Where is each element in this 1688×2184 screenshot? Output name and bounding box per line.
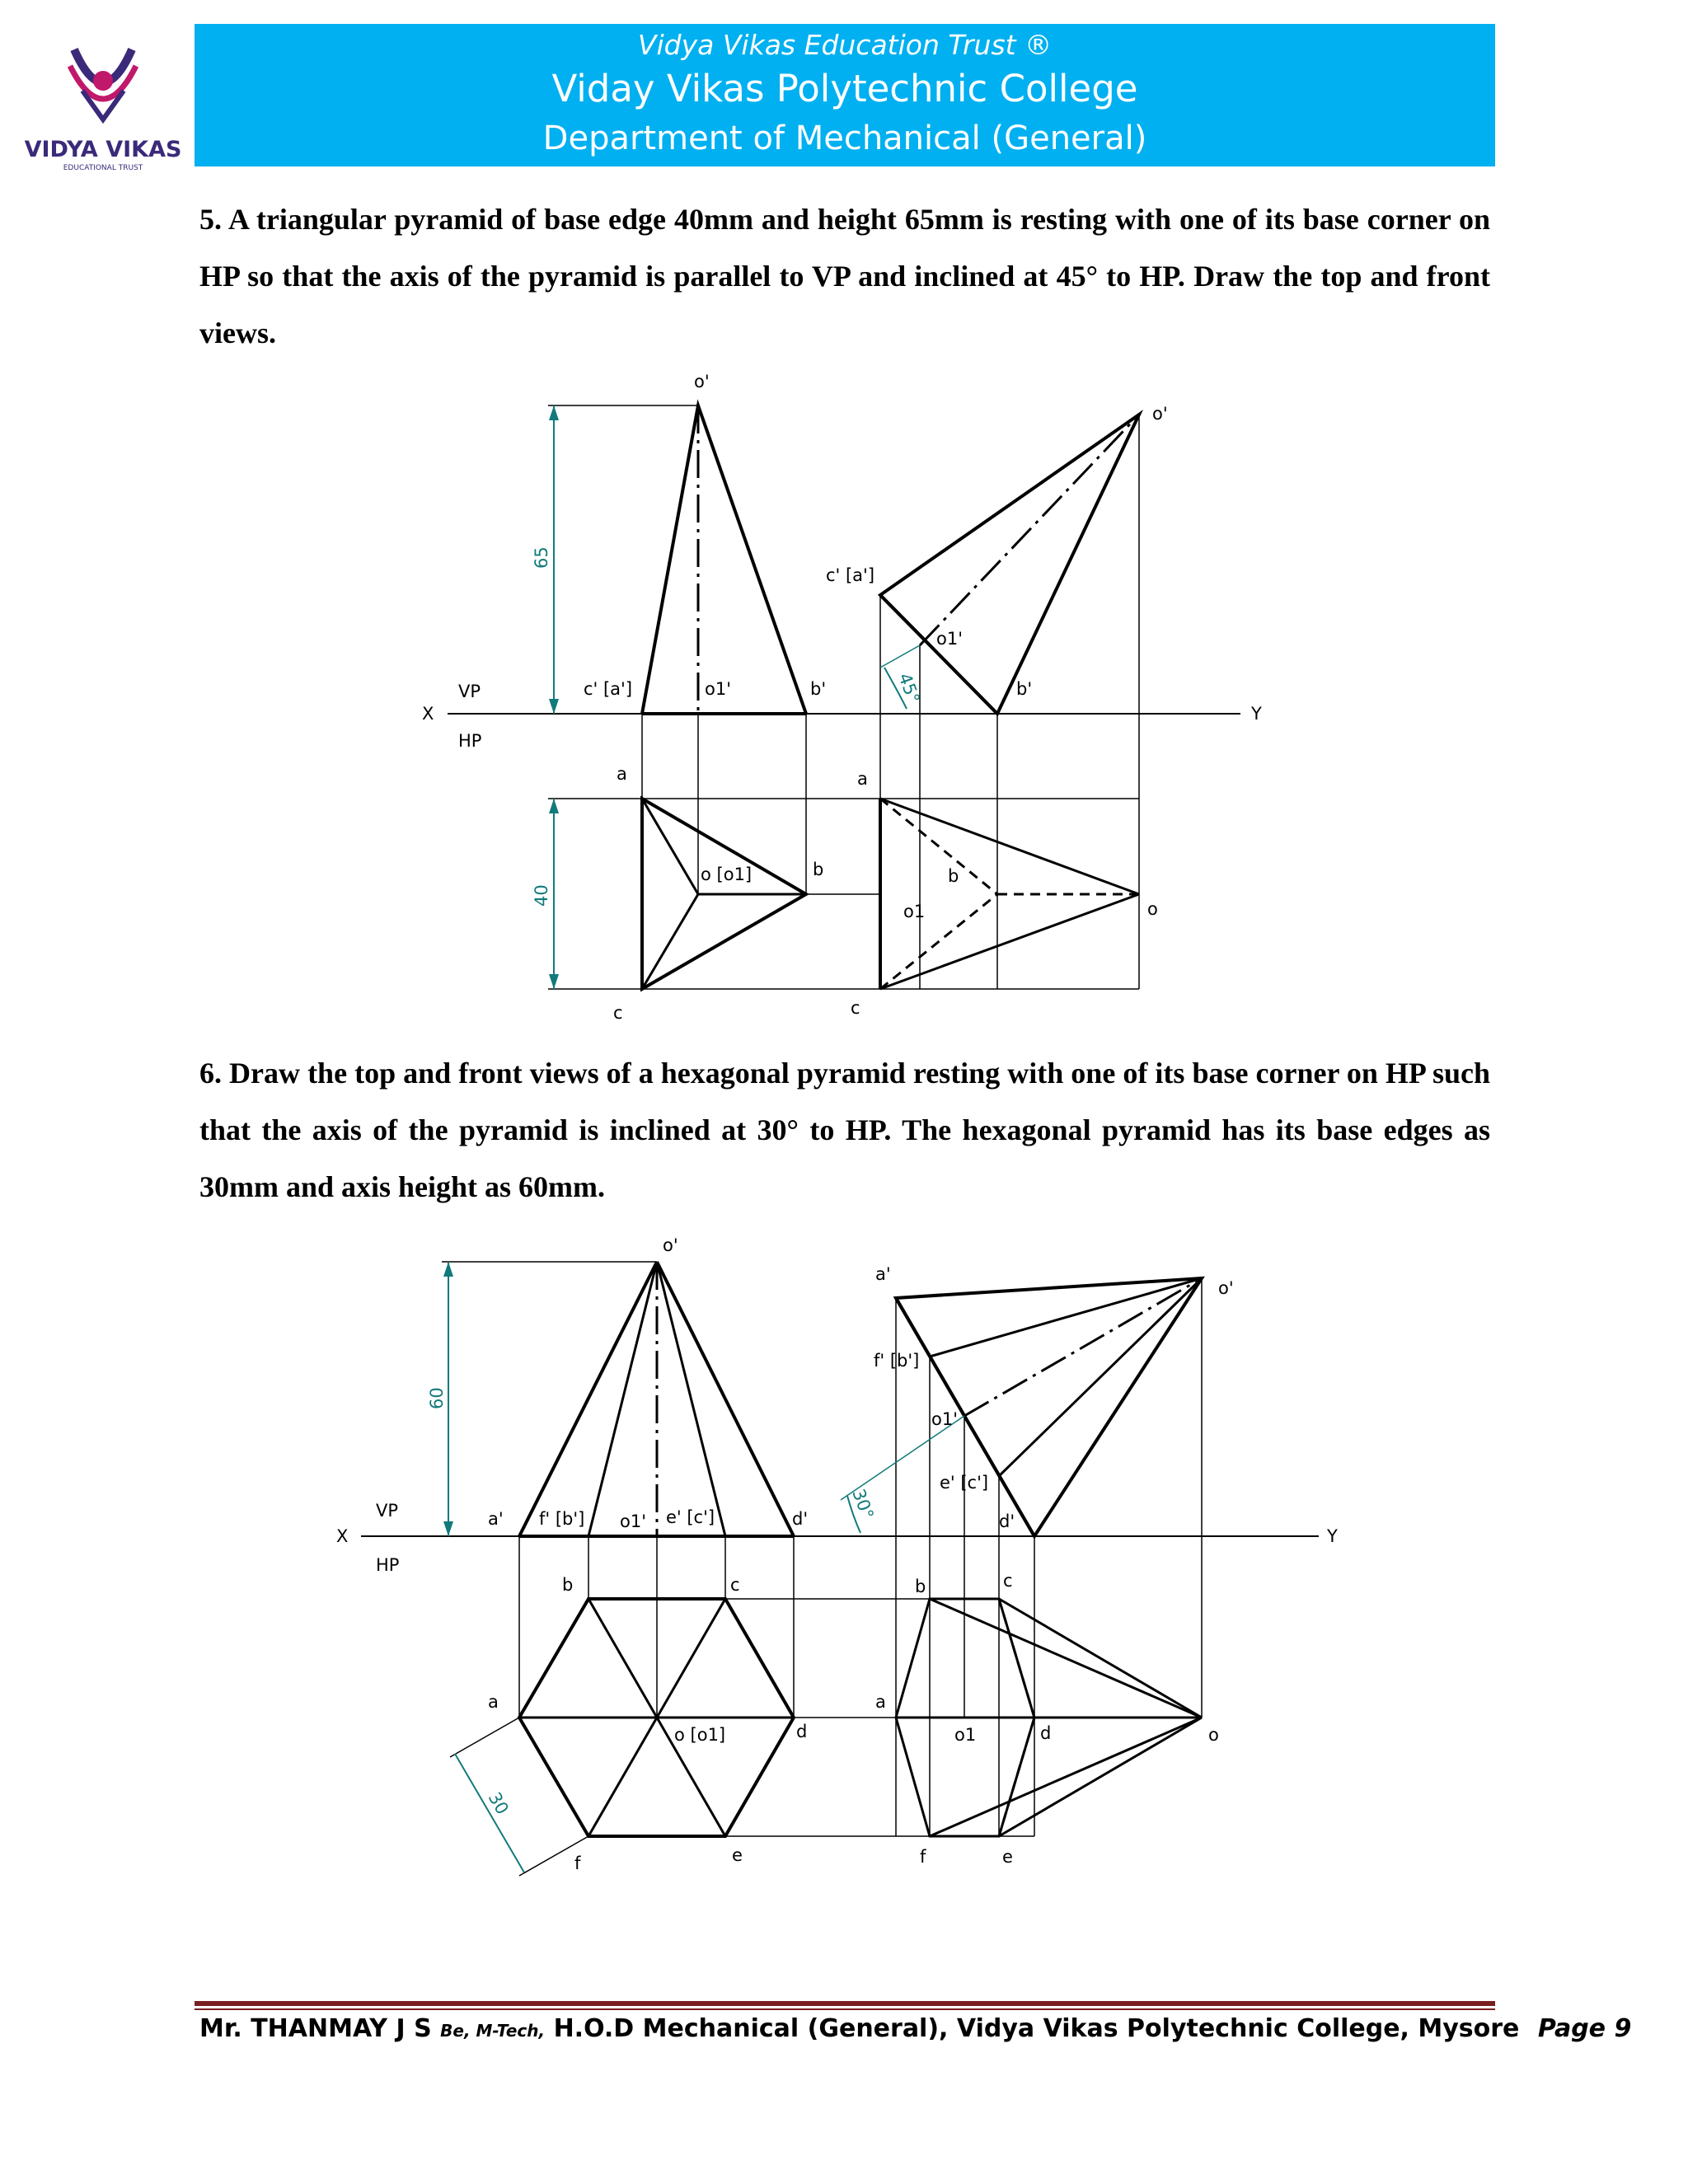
fig1-a-left: a: [617, 764, 627, 784]
fig2-o-right: o: [1208, 1725, 1219, 1745]
fig2-f-b-prime-right: f' [b']: [874, 1351, 920, 1371]
fig2-o-o1-left: o [o1]: [674, 1725, 726, 1745]
fig2-edge-dim: 30: [484, 1788, 513, 1818]
fig2-d-prime-right: d': [999, 1511, 1015, 1531]
fig1-o1-right: o1: [903, 902, 926, 921]
fig2-a-prime-right: a': [875, 1264, 891, 1284]
fig2-o1-prime-right: o1': [931, 1409, 958, 1429]
fig2-a-left: a: [488, 1692, 499, 1712]
fig2-angle-label: 30°: [848, 1486, 878, 1522]
fig1-b-prime-left: b': [810, 679, 827, 699]
footer-rule: [195, 2001, 1495, 2006]
fig2-a-right: a: [875, 1692, 886, 1712]
fig1-c-a-prime-left: c' [a']: [584, 679, 633, 699]
fig2-b-left: b: [562, 1575, 574, 1595]
fig2-d-right: d: [1040, 1723, 1052, 1743]
page-number: Page 9: [1537, 2014, 1632, 2043]
fig2-e-c-prime-right: e' [c']: [940, 1473, 989, 1493]
fig1-x-label: X: [422, 704, 434, 724]
fig2-d-prime-left: d': [792, 1509, 809, 1529]
fig1-o-prime-left: o': [694, 372, 710, 391]
fig2-c-right: c: [1003, 1571, 1013, 1591]
fig1-o-right: o: [1147, 899, 1158, 919]
footer-designation: H.O.D Mechanical (General), Vidya Vikas Polytechnic College, Mysore: [553, 2014, 1520, 2043]
fig1-o1-prime-left: o1': [705, 679, 731, 699]
college-name: Viday Vikas Polytechnic College: [551, 67, 1138, 110]
page-footer: [199, 2014, 1631, 2043]
fig2-f-b-prime-left: f' [b']: [539, 1509, 585, 1529]
fig2-e-c-prime-left: e' [c']: [666, 1507, 715, 1527]
fig1-a-right: a: [857, 769, 868, 789]
fig2-f-right: f: [920, 1847, 926, 1867]
fig2-o1-right: o1: [954, 1725, 977, 1745]
question-5: 5. A triangular pyramid of base edge 40mm and height 65mm is resting with one of its base corner on HP so that the axis of the pyramid is parallel to VP and inclined at 45° to HP. Draw the top and front views.: [199, 203, 1490, 349]
fig2-x-label: X: [336, 1526, 349, 1546]
fig1-c-right: c: [851, 998, 860, 1018]
fig2-d-left: d: [796, 1722, 808, 1741]
footer-author: Mr. THANMAY J S: [199, 2014, 432, 2043]
fig2-o-prime-right: o': [1218, 1278, 1234, 1298]
fig2-o1-prime-left: o1': [620, 1511, 646, 1531]
fig2-o-prime-left: o': [663, 1235, 678, 1255]
footer-qualification: Be, M-Tech,: [440, 2021, 546, 2041]
department-name: Department of Mechanical (General): [542, 120, 1147, 157]
fig2-c-left: c: [730, 1575, 740, 1595]
svg-text:EDUCATIONAL TRUST: EDUCATIONAL TRUST: [63, 164, 143, 172]
fig1-b-left: b: [813, 860, 824, 879]
svg-text:VIDYA VIKAS: VIDYA VIKAS: [25, 137, 181, 162]
fig2-hp-label: HP: [376, 1555, 400, 1575]
fig2-e-left: e: [732, 1845, 743, 1865]
fig1-vp-label: VP: [458, 682, 481, 701]
trust-name: Vidya Vikas Education Trust ®: [637, 29, 1053, 61]
fig2-y-label: Y: [1327, 1526, 1338, 1546]
question-6: 6. Draw the top and front views of a hexagonal pyramid resting with one of its base corner on HP such that the axis of the pyramid is inclined at 30° to HP. The hexagonal pyramid has its base edges as 30mm and axis height as 60mm.: [199, 1057, 1490, 1203]
fig1-angle-label: 45°: [894, 670, 924, 706]
fig2-a-prime-left: a': [488, 1509, 504, 1529]
fig1-o-prime-right: o': [1152, 404, 1168, 424]
fig2-vp-label: VP: [376, 1501, 399, 1521]
fig2-e-right: e: [1002, 1847, 1013, 1867]
fig1-base-dim: 40: [532, 884, 551, 907]
fig1-hp-label: HP: [458, 731, 482, 751]
fig2-b-right: b: [915, 1577, 926, 1596]
fig1-b-prime-right: b': [1016, 679, 1033, 699]
fig1-height-dim: 65: [532, 546, 551, 569]
footer-rule-thin: [195, 2008, 1495, 2010]
fig1-b-right: b: [948, 866, 959, 886]
fig1-c-left: c: [613, 1003, 623, 1023]
fig1-o-o1-left: o [o1]: [701, 865, 753, 884]
fig1-y-label: Y: [1251, 704, 1262, 724]
fig2-f-left: f: [574, 1854, 581, 1873]
fig2-height-dim: 60: [427, 1387, 447, 1409]
fig1-c-a-prime-right: c' [a']: [826, 565, 875, 585]
fig1-o1-prime-right: o1': [936, 629, 963, 649]
